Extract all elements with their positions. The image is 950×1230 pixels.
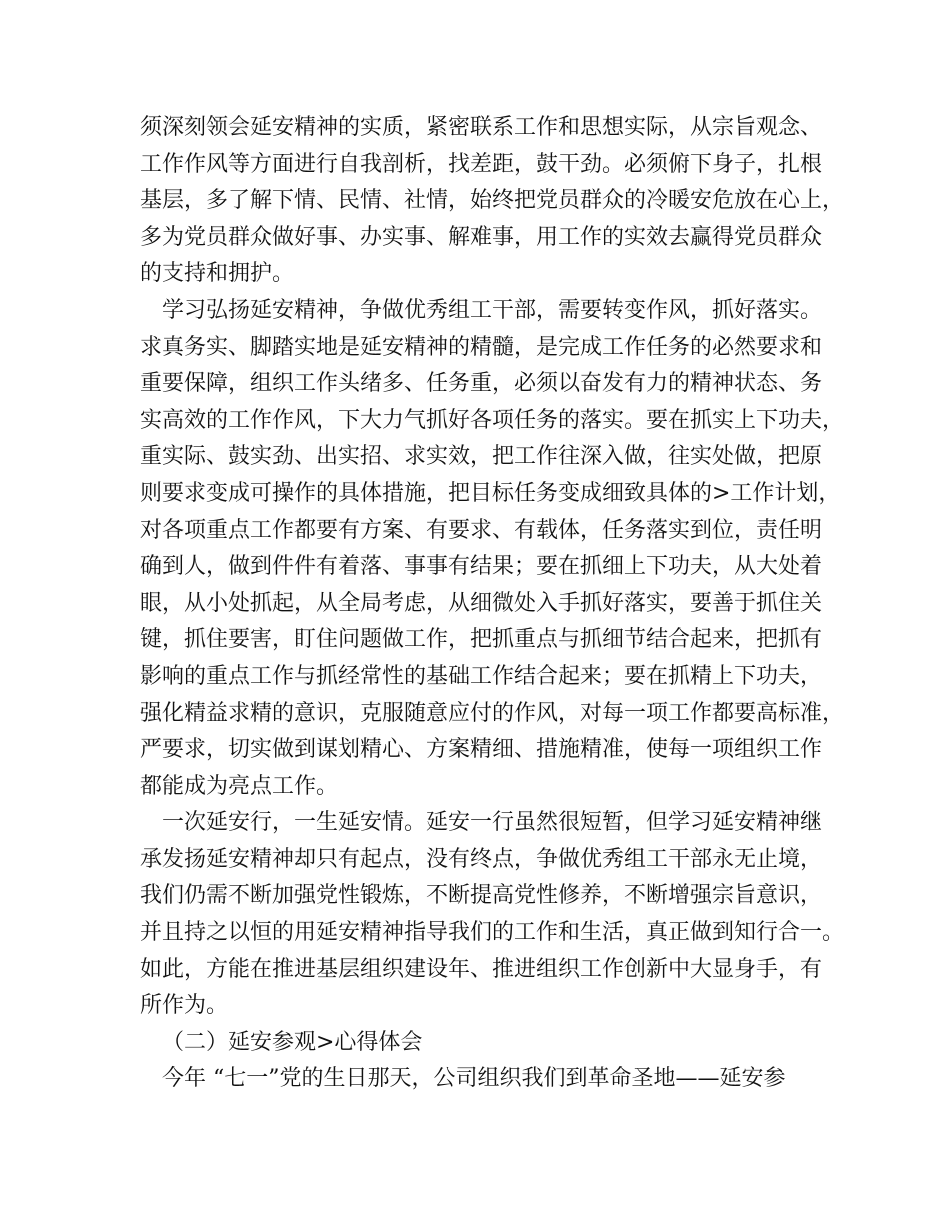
text-line: 键，抓住要害，盯住问题做工作，把抓重点与抓细节结合起来，把抓有 <box>140 627 823 653</box>
text-line: 强化精益求精的意识，克服随意应付的作风，对每一项工作都要高标准， <box>140 700 845 726</box>
text-line: 我们仍需不断加强党性锻炼，不断提高党性修养，不断增强宗旨意识， <box>140 883 823 909</box>
text-line: 则要求变成可操作的具体措施，把目标任务变成细致具体的>工作计划， <box>140 480 841 506</box>
text-line: 并且持之以恒的用延安精神指导我们的工作和生活，真正做到知行合一。 <box>140 920 845 946</box>
paragraph-start-line: 学习弘扬延安精神，争做优秀组工干部，需要转变作风，抓好落实。 <box>162 297 823 323</box>
text-line: 实高效的工作作风，下大力气抓好各项任务的落实。要在抓实上下功夫， <box>140 407 845 433</box>
text-line: 所作为。 <box>140 993 229 1019</box>
paragraph-start-line: 一次延安行，一生延安情。延安一行虽然很短暂，但学习延安精神继 <box>162 810 823 836</box>
text-line: 重要保障，组织工作头绪多、任务重，必须以奋发有力的精神状态、务 <box>140 371 823 397</box>
text-line: 影响的重点工作与抓经常性的基础工作结合起来；要在抓精上下功夫， <box>140 663 823 689</box>
text-line: 须深刻领会延安精神的实质，紧密联系工作和思想实际，从宗旨观念、 <box>140 115 823 140</box>
text-line: 确到人，做到件件有着落、事事有结果；要在抓细上下功夫，从大处着 <box>140 554 823 580</box>
text-line: 对各项重点工作都要有方案、有要求、有载体，任务落实到位，责任明 <box>140 517 823 543</box>
paragraph-start-line: 今年 “七一”党的生日那天，公司组织我们到革命圣地——延安参 <box>162 1066 786 1092</box>
text-line: 重实际、鼓实劲、出实招、求实效，把工作往深入做，往实处做，把原 <box>140 444 823 470</box>
text-line: 工作作风等方面进行自我剖析，找差距，鼓干劲。必须俯下身子，扎根 <box>140 151 823 177</box>
section-heading: （二）延安参观>心得体会 <box>162 1029 423 1055</box>
text-line: 如此，方能在推进基层组织建设年、推进组织工作创新中大显身手，有 <box>140 956 823 982</box>
document-body <box>140 110 845 1098</box>
text-line: 多为党员群众做好事、办实事、解难事，用工作的实效去赢得党员群众 <box>140 224 823 250</box>
text-line: 的支持和拥护。 <box>140 261 295 287</box>
text-line: 眼，从小处抓起，从全局考虑，从细微处入手抓好落实，要善于抓住关 <box>140 590 823 616</box>
text-line: 基层，多了解下情、民情、社情，始终把党员群众的冷暖安危放在心上， <box>140 188 845 214</box>
text-line: 承发扬延安精神却只有起点，没有终点，争做优秀组工干部永无止境， <box>140 846 823 872</box>
text-line: 都能成为亮点工作。 <box>140 773 339 799</box>
text-line: 求真务实、脚踏实地是延安精神的精髓，是完成工作任务的必然要求和 <box>140 334 823 360</box>
text-line: 严要求，切实做到谋划精心、方案精细、措施精准，使每一项组织工作 <box>140 737 823 763</box>
